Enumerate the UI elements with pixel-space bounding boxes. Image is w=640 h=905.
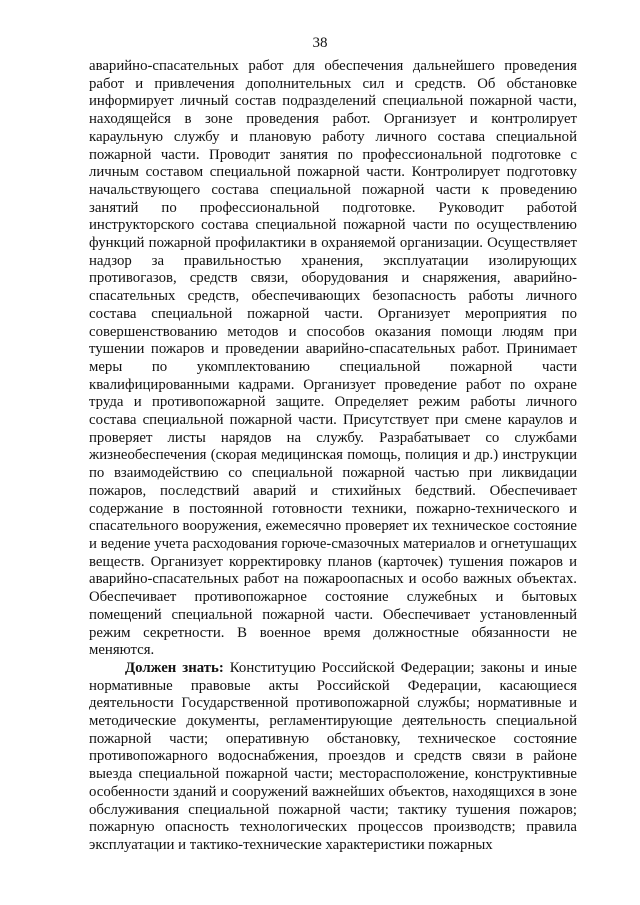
body-text — [89, 58, 577, 855]
paragraph-duties: аварийно-спасательных работ для обеспечения дальнейшего проведения работ и привлечения дополнительных сил и средств. Об обстановке информирует личный состав подразделений специальной пожарной части, находящейся в зоне проведения работ. Организует и контролирует караульную службу и плановую работу личного состава специальной пожарной части. Проводит занятия по профессиональной подготовке с личным составом специальной пожарной части. Контролирует подготовку начальствующего состава специальной пожарной части к проведению занятий по профессиональной подготовке. Руководит работой инструкторского состава специальной пожарной части по осуществлению функций пожарной профилактики в охраняемой организации. Осуществляет надзор за правильностью хранения, эксплуатации изолирующих противогазов, средств связи, оборудования и снаряжения, аварийно-спасательных средств, обеспечивающих безопасность работы личного состава специальной пожарной части. Организует мероприятия по совершенствованию методов и способов оказания помощи людям при тушении пожаров и проведении аварийно-спасательных работ. Принимает меры по укомплектованию специальной пожарной части квалифицированными кадрами. Организует проведение работ по охране труда и противопожарной защите. Определяет режим работы личного состава специальной пожарной части. Присутствует при смене караулов и проверяет листы нарядов на службу. Разрабатывает со службами жизнеобеспечения (скорая медицинская помощь, полиция и др.) инструкции по взаимодействию со специальной пожарной частью при ликвидации пожаров, последствий аварий и стихийных бедствий. Обеспечивает содержание в постоянной готовности техники, пожарно-технического и спасательного вооружения, ежемесячно проверяет их техническое состояние и ведение учета расходования горюче-смазочных материалов и огнетушащих веществ. Организует корректировку планов (карточек) тушения пожаров и аварийно-спасательных работ на пожароопасных и особо важных объектах. Обеспечивает противопожарное состояние служебных и бытовых помещений специальной пожарной части. Обеспечивает установленный режим секретности. В военное время должностные обязанности не меняются. — [89, 58, 577, 659]
page-number: 38 — [312, 35, 328, 51]
must-know-heading: Должен знать: — [125, 659, 224, 676]
must-know-text: Конституцию Российской Федерации; законы и иные нормативные правовые акты Российской Федерации, касающиеся деятельности Государственной противопожарной службы; нормативные и методические документы, регламентирующие деятельность специальной пожарной части; оперативную обстановку, техническое состояние противопожарного водоснабжения, проездов и средств связи в районе выезда специальной пожарной части; месторасположение, конструктивные особенности зданий и сооружений важнейших объектов, находящихся в зоне обслуживания специальной пожарной части; тактику тушения пожаров; пожарную опасность технологических процессов производств; правила эксплуатации и тактико-технические характеристики пожарных — [89, 659, 577, 853]
paragraph-must-know — [89, 660, 577, 855]
